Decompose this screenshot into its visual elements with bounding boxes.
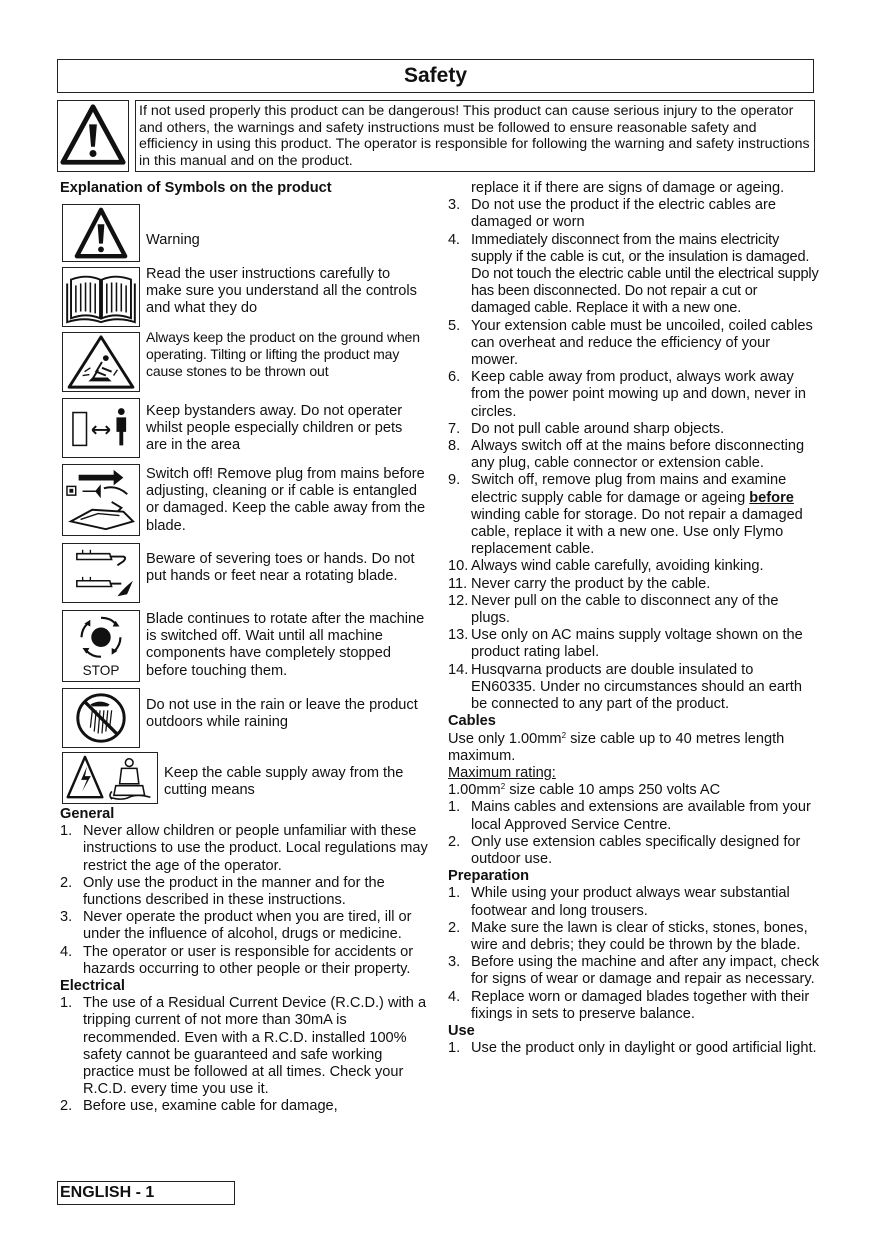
list-item: 2. Only use extension cables specifically designed for outdoor use. [448, 833, 801, 867]
symbol-text-warning: Warning [146, 232, 200, 248]
list-item: 1. While using your product always wear substantial footwear and long trousers. [448, 885, 790, 919]
list-item: 1. Use the product only in daylight or good artificial light. [448, 1040, 817, 1057]
symbols-heading: Explanation of Symbols on the product [60, 180, 332, 196]
list-item: 2. Make sure the lawn is clear of sticks, stones, bones, wire and debris; they could be thrown by the blade. [448, 919, 808, 953]
warning-triangle-icon [62, 204, 140, 262]
no-rain-icon [62, 688, 140, 748]
preparation-heading: Preparation [448, 868, 530, 885]
page-footer: ENGLISH - 1 [57, 1181, 235, 1205]
list-item: 3. Do not use the product if the electric cables are damaged or worn [448, 197, 777, 231]
rating-text: $1.00mm^2$ size cable 10 amps 250 volts AC [448, 782, 721, 799]
list-item: 4. Immediately disconnect from the mains electricity supply if the cable is cut, or the insulation is damaged. Do not touch the electric cable until the electrical supply has been disconnected. Do not repair a cut or damaged cable. Replace it with a new one. [448, 231, 819, 317]
cable-away-icon [62, 752, 158, 804]
list-item: 7. Do not pull cable around sharp objects. [448, 420, 725, 437]
list-item: 1. Mains cables and extensions are available from your local Approved Service Centre. [448, 799, 811, 833]
list-item: 9. Switch off, remove plug from mains and examine electric supply cable for damage or ageing before winding cable for storage. Do not repair a damaged cable, replace it with a new one. Use only Flymo replacement cable. [448, 472, 803, 558]
symbol-text-read-instructions: Read the user instructions carefully to make sure you understand all the controls and what they do [146, 266, 417, 317]
list-item: 2. Only use the product in the manner and for the functions described in these instructions. [60, 874, 385, 909]
symbol-text-cable-away: Keep the cable supply away from the cutting means [164, 765, 404, 799]
max-rating-label: Maximum rating: [448, 764, 556, 781]
use-list [448, 1040, 820, 1057]
cables-list [448, 799, 820, 868]
list-item: 11. Never carry the product by the cable. [448, 575, 711, 592]
symbol-text-no-rain: Do not use in the rain or leave the product outdoors while raining [146, 697, 418, 731]
electrical-list-part1 [60, 995, 432, 1115]
electrical-heading: Electrical [60, 978, 125, 995]
cables-text: Use only $1.00mm^2$ size cable up to 40 metres length maximum. [448, 730, 785, 764]
list-item: 2. Before use, examine cable for damage, [60, 1098, 338, 1115]
list-item-continued: replace it if there are signs of damage or ageing. [471, 180, 785, 196]
list-item: 13. Use only on AC mains supply voltage shown on the product rating label. [448, 627, 803, 661]
preparation-list [448, 885, 820, 1023]
warning-triangle-icon [57, 100, 129, 172]
list-item: 10. Always wind cable carefully, avoiding kinking. [448, 558, 764, 575]
general-list [60, 823, 432, 978]
cables-heading: Cables [448, 713, 496, 730]
list-item: 6. Keep cable away from product, always work away from the power point mowing up and down, never in circles. [448, 369, 807, 420]
list-item: 4. The operator or user is responsible for accidents or hazards occurring to other people or their property. [60, 943, 414, 977]
list-item: 1. The use of a Residual Current Device (R.C.D.) with a tripping current of not more than 30mA is recommended. Even with a R.C.D. installed 100% safety cannot be guaranteed and safe working practice must be followed at all times. Check your R.C.D. every time you use it. [60, 995, 427, 1098]
symbol-text-severing: Beware of severing toes or hands. Do not put hands or feet near a rotating blade. [146, 551, 415, 585]
list-item: 1. Never allow children or people unfamiliar with these instructions to use the product. Local regulations may restrict the age of the operator. [60, 823, 428, 874]
use-heading: Use [448, 1022, 475, 1039]
symbol-text-blade-rotate: Blade continues to rotate after the machine is switched off. Wait until all machine components have completely stopped before touching them. [146, 611, 425, 679]
list-item: 3. Never operate the product when you are tired, ill or under the influence of alcohol, drugs or medicine. [60, 909, 412, 943]
intro-warning-text: If not used properly this product can be dangerous! This product can cause serious injury to the operator and others, the warnings and safety instructions must be followed to ensure reasonable safety and efficiency in using this product. The operator is responsible for following the warning and safety instructions in this manual and on the product. [135, 100, 815, 172]
symbol-text-bystanders: Keep bystanders away. Do not operater whilst people especially children or pets are in the area [146, 403, 403, 454]
remove-plug-icon [62, 464, 140, 536]
symbol-text-keep-on-ground: Always keep the product on the ground when operating. Tilting or lifting the product may cause stones to be thrown out [146, 329, 420, 379]
electrical-list-part2 [448, 180, 820, 713]
left-column [60, 806, 432, 1116]
thrown-objects-icon [62, 332, 140, 392]
open-book-icon [62, 267, 140, 327]
list-item: 14. Husqvarna products are double insulated to EN60335. Under no circumstances should an earth be connected to any part of the product. [448, 661, 802, 713]
symbol-text-remove-plug: Switch off! Remove plug from mains before adjusting, cleaning or if cable is entangled or damaged. Keep the cable away from the blade. [146, 466, 426, 534]
page-title: Safety [57, 59, 814, 93]
bystanders-away-icon [62, 398, 140, 458]
general-heading: General [60, 806, 115, 822]
list-item: 12. Never pull on the cable to disconnect any of the plugs. [448, 592, 779, 627]
list-item: 4. Replace worn or damaged blades together with their fixings in sets to preserve balance. [448, 988, 810, 1022]
blade-rotating-stop-icon [62, 610, 140, 682]
right-column [448, 180, 820, 1057]
list-item: 5. Your extension cable must be uncoiled, coiled cables can overheat and reduce the efficiency of your mower. [448, 317, 813, 369]
list-item: 3. Before using the machine and after any impact, check for signs of wear or damage and repair as necessary. [448, 954, 820, 988]
stop-label: STOP [82, 663, 120, 679]
severing-toes-icon [62, 543, 140, 603]
list-item: 8. Always switch off at the mains before disconnecting any plug, cable connector or extension cable. [448, 438, 805, 472]
